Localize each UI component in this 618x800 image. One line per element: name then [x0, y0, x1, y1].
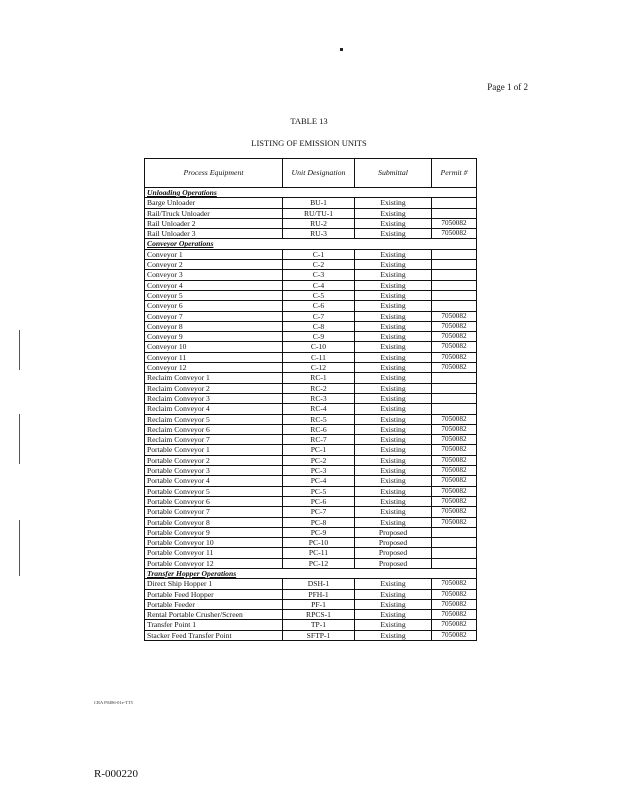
footer-code: CRA P0486-01e-TT5: [94, 700, 133, 705]
cell-submittal: Existing: [355, 301, 432, 311]
cell-equipment: Portable Conveyor 10: [145, 538, 283, 548]
cell-permit: 7050082: [432, 466, 477, 476]
cell-submittal: Existing: [355, 383, 432, 393]
table-row: [145, 270, 477, 280]
cell-submittal: Existing: [355, 589, 432, 599]
cell-submittal: Existing: [355, 414, 432, 424]
table-row: [145, 548, 477, 558]
cell-unit: PC-12: [283, 558, 355, 568]
cell-permit: 7050082: [432, 507, 477, 517]
cell-permit: [432, 373, 477, 383]
cell-permit: 7050082: [432, 579, 477, 589]
emission-units-table: [144, 158, 477, 641]
cell-permit: [432, 393, 477, 403]
cell-submittal: Existing: [355, 466, 432, 476]
cell-unit: RU/TU-1: [283, 208, 355, 218]
cell-submittal: Existing: [355, 404, 432, 414]
cell-unit: C-6: [283, 301, 355, 311]
table-row: [145, 630, 477, 640]
table-row: [145, 198, 477, 208]
cell-submittal: Existing: [355, 507, 432, 517]
cell-submittal: Proposed: [355, 558, 432, 568]
table-row: [145, 466, 477, 476]
cell-unit: DSH-1: [283, 579, 355, 589]
table-row: [145, 352, 477, 362]
cell-submittal: Existing: [355, 599, 432, 609]
section-row: [145, 568, 477, 578]
cell-unit: PC-6: [283, 496, 355, 506]
table-row: [145, 393, 477, 403]
cell-submittal: Existing: [355, 496, 432, 506]
cell-permit: [432, 260, 477, 270]
cell-submittal: Proposed: [355, 527, 432, 537]
col-header-permit: Permit #: [432, 159, 477, 188]
col-header-unit-designation: Unit Designation: [283, 159, 355, 188]
cell-equipment: Portable Conveyor 9: [145, 527, 283, 537]
cell-unit: SFTP-1: [283, 630, 355, 640]
cell-unit: RC-2: [283, 383, 355, 393]
cell-equipment: Portable Conveyor 12: [145, 558, 283, 568]
cell-submittal: Existing: [355, 620, 432, 630]
cell-permit: 7050082: [432, 496, 477, 506]
cell-equipment: Portable Conveyor 1: [145, 445, 283, 455]
cell-permit: 7050082: [432, 414, 477, 424]
cell-equipment: Portable Conveyor 8: [145, 517, 283, 527]
table-row: [145, 445, 477, 455]
cell-equipment: Reclaim Conveyor 5: [145, 414, 283, 424]
cell-unit: RC-3: [283, 393, 355, 403]
cell-submittal: Existing: [355, 393, 432, 403]
cell-equipment: Reclaim Conveyor 4: [145, 404, 283, 414]
cell-equipment: Conveyor 3: [145, 270, 283, 280]
cell-unit: PC-2: [283, 455, 355, 465]
table-row: [145, 507, 477, 517]
table-row: [145, 589, 477, 599]
table-row: [145, 404, 477, 414]
cell-unit: RC-6: [283, 424, 355, 434]
cell-submittal: Existing: [355, 435, 432, 445]
cell-permit: 7050082: [432, 445, 477, 455]
cell-permit: 7050082: [432, 486, 477, 496]
cell-submittal: Existing: [355, 517, 432, 527]
cell-submittal: Proposed: [355, 548, 432, 558]
cell-permit: 7050082: [432, 610, 477, 620]
table-row: [145, 558, 477, 568]
cell-unit: C-5: [283, 290, 355, 300]
cell-unit: PFH-1: [283, 589, 355, 599]
table-row: [145, 249, 477, 259]
cell-submittal: Existing: [355, 342, 432, 352]
cell-submittal: Existing: [355, 455, 432, 465]
table-row: [145, 496, 477, 506]
table-row: [145, 599, 477, 609]
cell-permit: [432, 198, 477, 208]
cell-submittal: Existing: [355, 630, 432, 640]
cell-unit: BU-1: [283, 198, 355, 208]
cell-unit: RPCS-1: [283, 610, 355, 620]
cell-submittal: Existing: [355, 290, 432, 300]
cell-equipment: Rail/Truck Unloader: [145, 208, 283, 218]
cell-equipment: Reclaim Conveyor 1: [145, 373, 283, 383]
cell-equipment: Conveyor 8: [145, 321, 283, 331]
cell-submittal: Existing: [355, 229, 432, 239]
table-row: [145, 332, 477, 342]
cell-equipment: Conveyor 6: [145, 301, 283, 311]
cell-submittal: Existing: [355, 270, 432, 280]
cell-unit: TP-1: [283, 620, 355, 630]
cell-equipment: Conveyor 1: [145, 249, 283, 259]
cell-unit: C-1: [283, 249, 355, 259]
cell-unit: PC-1: [283, 445, 355, 455]
table-title: LISTING OF EMISSION UNITS: [251, 138, 367, 148]
cell-equipment: Conveyor 12: [145, 363, 283, 373]
table-row: [145, 218, 477, 228]
cell-submittal: Existing: [355, 445, 432, 455]
cell-permit: [432, 290, 477, 300]
cell-submittal: Existing: [355, 260, 432, 270]
cell-permit: 7050082: [432, 620, 477, 630]
margin-mark: [19, 330, 20, 370]
cell-equipment: Direct Ship Hopper 1: [145, 579, 283, 589]
cell-submittal: Existing: [355, 424, 432, 434]
cell-unit: PC-3: [283, 466, 355, 476]
cell-unit: RC-4: [283, 404, 355, 414]
table-body: [145, 188, 477, 641]
cell-permit: 7050082: [432, 352, 477, 362]
cell-permit: [432, 270, 477, 280]
cell-submittal: Existing: [355, 579, 432, 589]
cell-permit: 7050082: [432, 599, 477, 609]
table-row: [145, 486, 477, 496]
cell-unit: C-3: [283, 270, 355, 280]
cell-unit: RC-5: [283, 414, 355, 424]
cell-equipment: Portable Conveyor 5: [145, 486, 283, 496]
cell-permit: 7050082: [432, 332, 477, 342]
page-mark: [340, 48, 343, 51]
cell-equipment: Conveyor 2: [145, 260, 283, 270]
cell-permit: 7050082: [432, 342, 477, 352]
cell-permit: [432, 208, 477, 218]
cell-permit: [432, 404, 477, 414]
table-row: [145, 229, 477, 239]
cell-submittal: Existing: [355, 610, 432, 620]
section-title: Conveyor Operations: [145, 239, 477, 249]
table-row: [145, 373, 477, 383]
cell-equipment: Reclaim Conveyor 3: [145, 393, 283, 403]
cell-unit: PF-1: [283, 599, 355, 609]
cell-equipment: Reclaim Conveyor 2: [145, 383, 283, 393]
table-row: [145, 424, 477, 434]
cell-unit: C-10: [283, 342, 355, 352]
table-row: [145, 383, 477, 393]
page-number: Page 1 of 2: [487, 82, 528, 92]
section-row: [145, 239, 477, 249]
cell-equipment: Rental Portable Crusher/Screen: [145, 610, 283, 620]
cell-equipment: Reclaim Conveyor 6: [145, 424, 283, 434]
cell-submittal: Existing: [355, 218, 432, 228]
cell-permit: [432, 548, 477, 558]
cell-submittal: Existing: [355, 332, 432, 342]
cell-submittal: Existing: [355, 373, 432, 383]
cell-permit: 7050082: [432, 229, 477, 239]
cell-permit: [432, 301, 477, 311]
cell-unit: PC-9: [283, 527, 355, 537]
cell-unit: C-9: [283, 332, 355, 342]
cell-permit: [432, 249, 477, 259]
cell-submittal: Proposed: [355, 538, 432, 548]
cell-equipment: Rail Unloader 2: [145, 218, 283, 228]
cell-equipment: Portable Conveyor 4: [145, 476, 283, 486]
table-row: [145, 280, 477, 290]
cell-equipment: Portable Conveyor 11: [145, 548, 283, 558]
cell-submittal: Existing: [355, 249, 432, 259]
cell-submittal: Existing: [355, 208, 432, 218]
cell-equipment: Conveyor 9: [145, 332, 283, 342]
table-row: [145, 321, 477, 331]
table-row: [145, 620, 477, 630]
cell-equipment: Portable Conveyor 3: [145, 466, 283, 476]
col-header-submittal: Submittal: [355, 159, 432, 188]
table-row: [145, 363, 477, 373]
cell-equipment: Conveyor 5: [145, 290, 283, 300]
cell-equipment: Portable Feed Hopper: [145, 589, 283, 599]
cell-equipment: Stacker Feed Transfer Point: [145, 630, 283, 640]
section-row: [145, 188, 477, 198]
table-row: [145, 260, 477, 270]
cell-submittal: Existing: [355, 486, 432, 496]
cell-permit: 7050082: [432, 455, 477, 465]
cell-permit: 7050082: [432, 589, 477, 599]
cell-equipment: Conveyor 7: [145, 311, 283, 321]
cell-submittal: Existing: [355, 321, 432, 331]
cell-unit: C-4: [283, 280, 355, 290]
cell-equipment: Portable Feeder: [145, 599, 283, 609]
cell-unit: RU-2: [283, 218, 355, 228]
cell-equipment: Rail Unloader 3: [145, 229, 283, 239]
cell-unit: RC-7: [283, 435, 355, 445]
section-title: Transfer Hopper Operations: [145, 568, 477, 578]
cell-submittal: Existing: [355, 363, 432, 373]
cell-equipment: Portable Conveyor 7: [145, 507, 283, 517]
section-title: Unloading Operations: [145, 188, 477, 198]
table-row: [145, 538, 477, 548]
cell-equipment: Portable Conveyor 6: [145, 496, 283, 506]
cell-unit: PC-5: [283, 486, 355, 496]
col-header-process-equipment: Process Equipment: [145, 159, 283, 188]
cell-permit: [432, 280, 477, 290]
cell-unit: RC-1: [283, 373, 355, 383]
cell-unit: C-7: [283, 311, 355, 321]
cell-equipment: Conveyor 11: [145, 352, 283, 362]
cell-permit: [432, 527, 477, 537]
cell-unit: C-2: [283, 260, 355, 270]
cell-unit: C-8: [283, 321, 355, 331]
table-row: [145, 435, 477, 445]
cell-unit: PC-8: [283, 517, 355, 527]
margin-mark: [19, 414, 20, 464]
table-row: [145, 208, 477, 218]
cell-submittal: Existing: [355, 311, 432, 321]
table-row: [145, 455, 477, 465]
table-row: [145, 517, 477, 527]
cell-unit: C-11: [283, 352, 355, 362]
table-row: [145, 301, 477, 311]
cell-equipment: Portable Conveyor 2: [145, 455, 283, 465]
cell-equipment: Conveyor 4: [145, 280, 283, 290]
table-row: [145, 414, 477, 424]
cell-unit: PC-7: [283, 507, 355, 517]
margin-mark: [19, 520, 20, 576]
cell-equipment: Transfer Point 1: [145, 620, 283, 630]
cell-permit: 7050082: [432, 218, 477, 228]
cell-submittal: Existing: [355, 352, 432, 362]
cell-submittal: Existing: [355, 280, 432, 290]
bates-number: R-000220: [94, 768, 138, 780]
cell-permit: [432, 558, 477, 568]
cell-unit: PC-4: [283, 476, 355, 486]
cell-unit: PC-10: [283, 538, 355, 548]
table-row: [145, 579, 477, 589]
table-row: [145, 311, 477, 321]
cell-permit: 7050082: [432, 311, 477, 321]
table-label: TABLE 13: [290, 116, 328, 126]
cell-equipment: Barge Unloader: [145, 198, 283, 208]
cell-permit: 7050082: [432, 424, 477, 434]
cell-permit: [432, 383, 477, 393]
cell-unit: C-12: [283, 363, 355, 373]
table-row: [145, 342, 477, 352]
table-header-row: [145, 159, 477, 188]
cell-equipment: Reclaim Conveyor 7: [145, 435, 283, 445]
cell-equipment: Conveyor 10: [145, 342, 283, 352]
emission-units-table-wrapper: [144, 158, 474, 641]
cell-permit: 7050082: [432, 630, 477, 640]
cell-permit: 7050082: [432, 435, 477, 445]
cell-submittal: Existing: [355, 476, 432, 486]
table-row: [145, 610, 477, 620]
table-row: [145, 527, 477, 537]
cell-permit: [432, 538, 477, 548]
cell-permit: 7050082: [432, 321, 477, 331]
cell-permit: 7050082: [432, 363, 477, 373]
cell-unit: PC-11: [283, 548, 355, 558]
cell-permit: 7050082: [432, 476, 477, 486]
table-row: [145, 476, 477, 486]
cell-submittal: Existing: [355, 198, 432, 208]
cell-permit: 7050082: [432, 517, 477, 527]
cell-unit: RU-3: [283, 229, 355, 239]
table-row: [145, 290, 477, 300]
